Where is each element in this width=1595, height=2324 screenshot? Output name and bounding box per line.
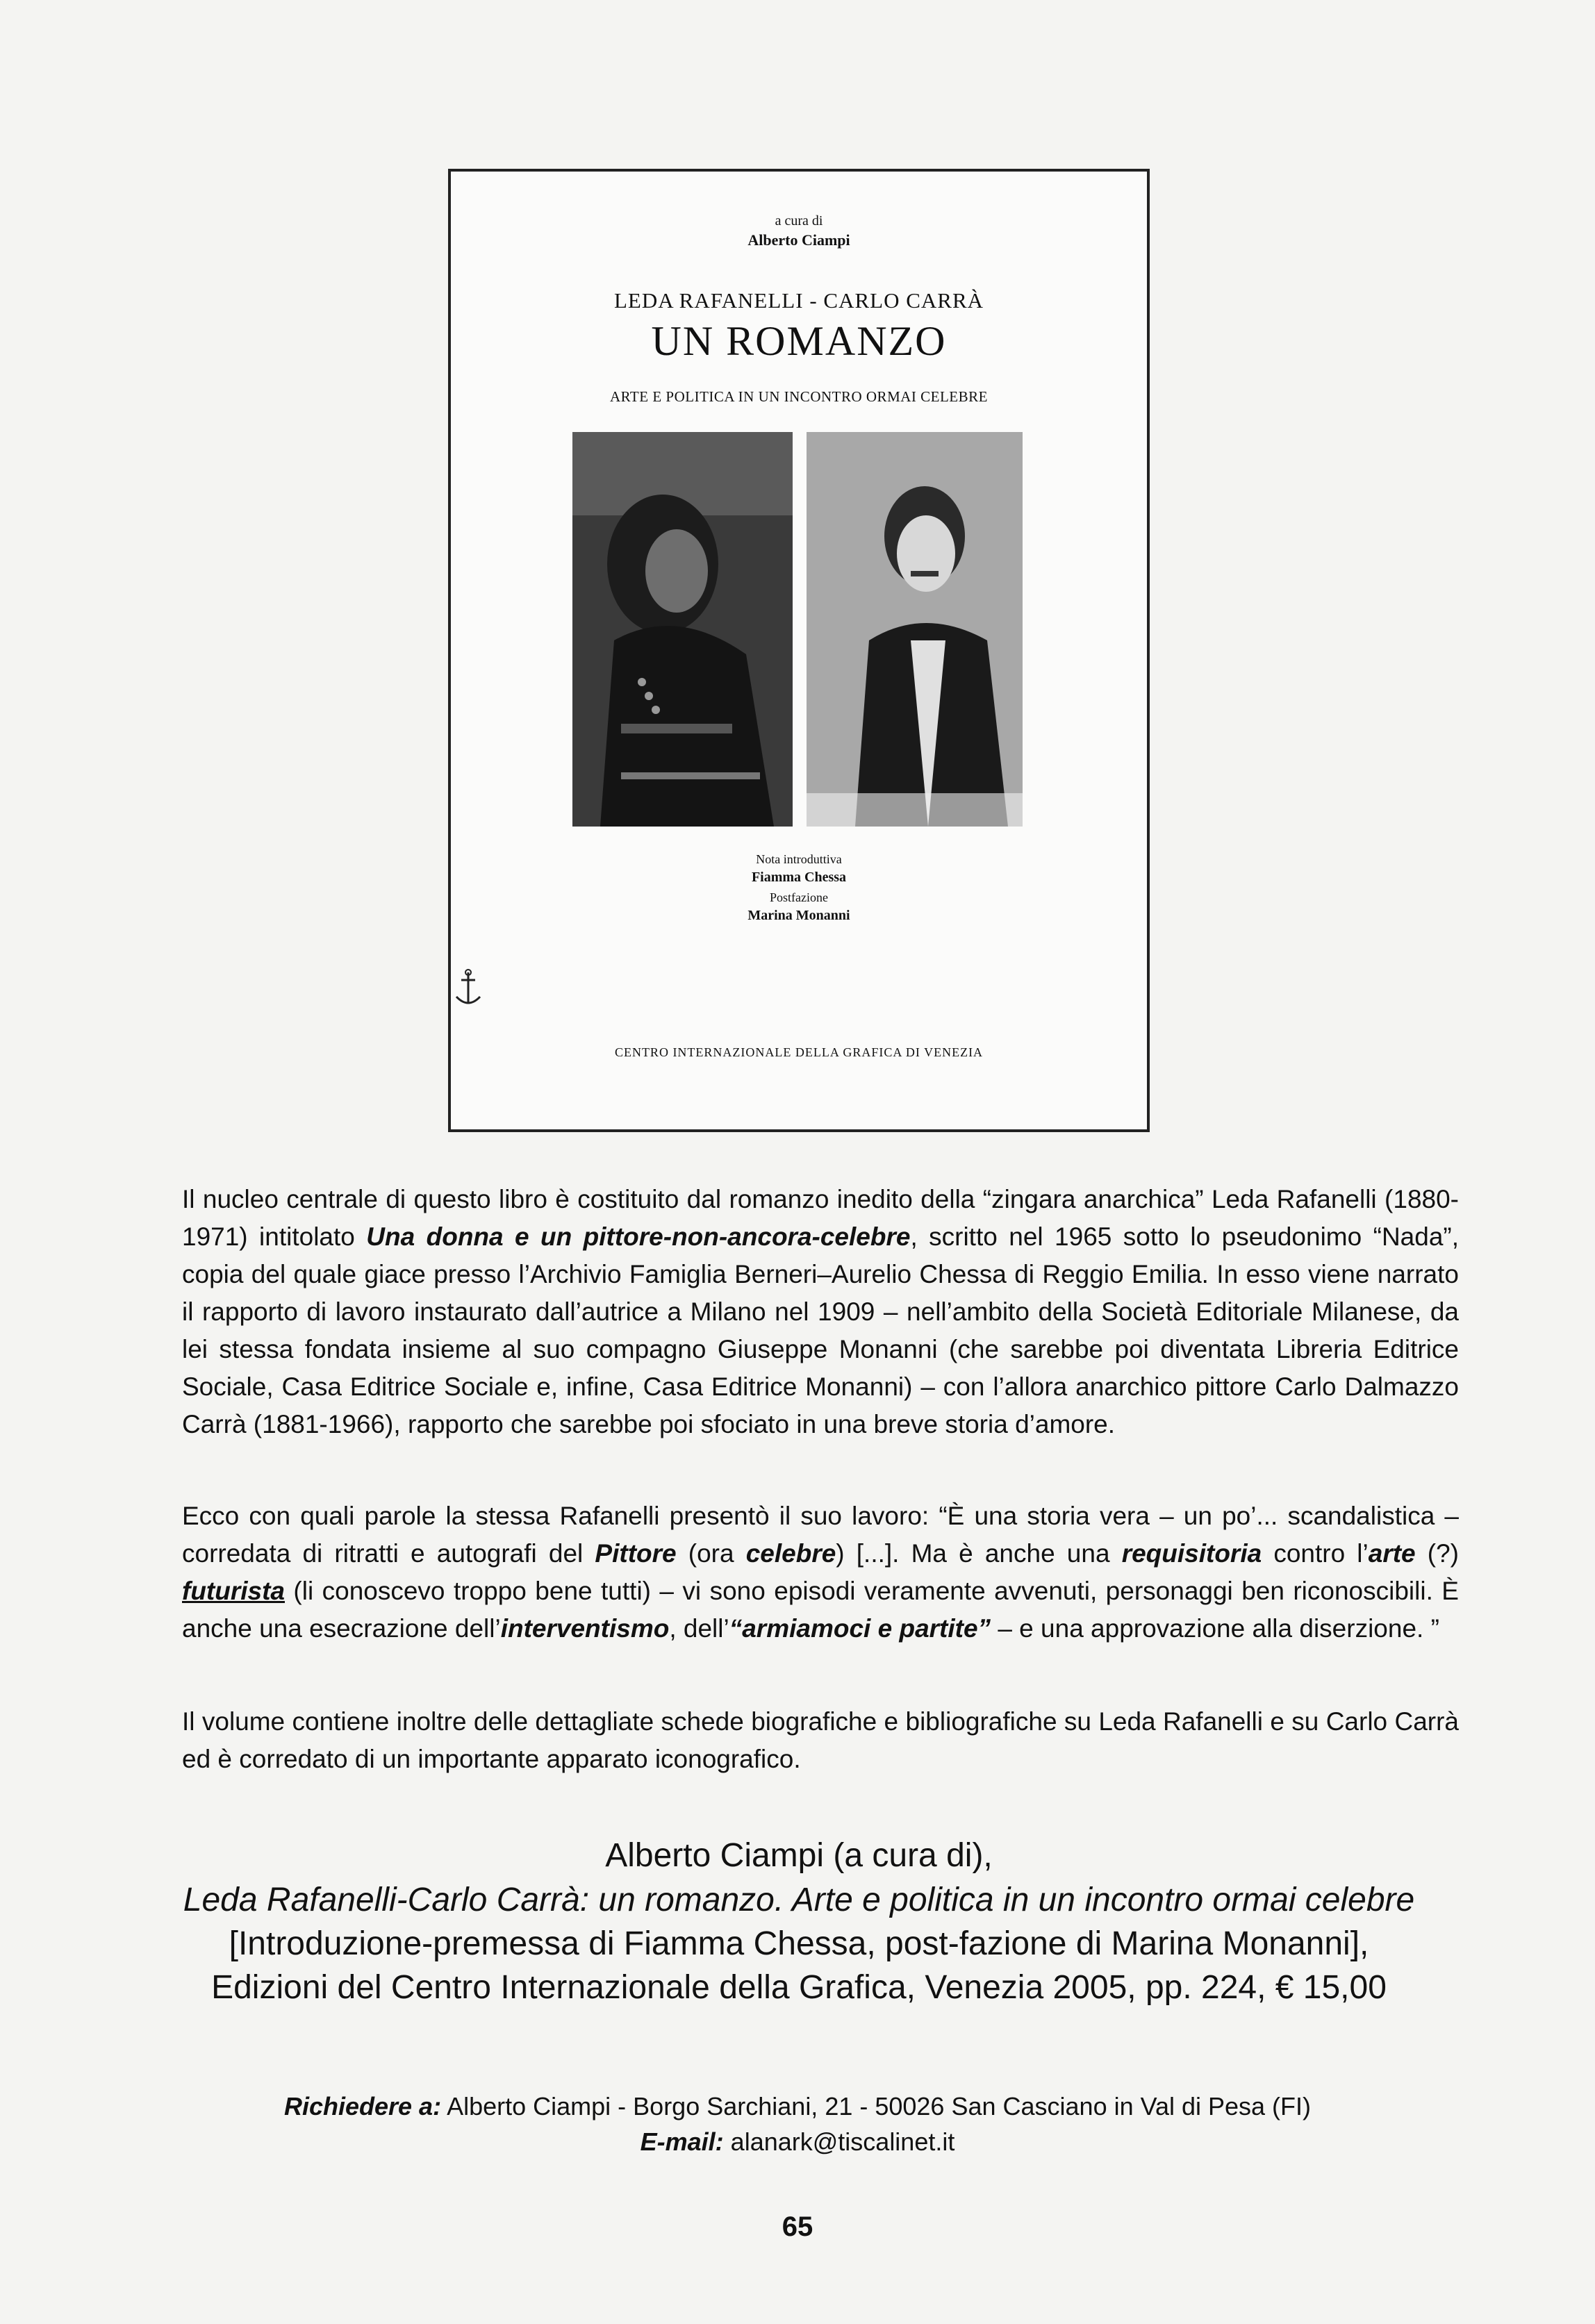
email-link[interactable]: alanark@tiscalinet.it [723, 2127, 955, 2156]
cover-postfazione-label: Postfazione [770, 890, 828, 904]
page-number: 65 [782, 2211, 813, 2242]
paragraph-2: Ecco con quali parole la stessa Rafanelli presentò il suo lavoro: “È una storia vera – un po’... scandalistica – corredata di ritratti e autografi del Pittore (ora celebre) [...]. Ma è anche una requisitoria contro l’arte (?) futurista (li conoscevo troppo bene tutti) – vi sono episodi veramente avvenuti, personaggi ben riconoscibili. È anche una esecrazione dell’interventismo, dell’“armiamoci e partite” – e una approvazione alla diserzione. ” [182, 1502, 1460, 1643]
request-address: Richiedere a: Alberto Ciampi - Borgo Sarchiani, 21 - 50026 San Casciano in Val di Pesa (FI) [283, 2092, 1312, 2120]
book-cover [448, 169, 1150, 1132]
cover-subtitle: ARTE E POLITICA IN UN INCONTRO ORMAI CELEBRE [610, 388, 988, 405]
cover-a-cura-di: a cura di [775, 213, 823, 229]
request-email: E-mail: alanark@tiscalinet.it [640, 2127, 955, 2156]
cover-authors: LEDA RAFANELLI - CARLO CARRÀ [613, 288, 984, 313]
paragraph-3: Il volume contiene inoltre delle dettagliate schede biografiche e bibliografiche su Leda Rafanelli e su Carlo Carrà ed è corredato di un importante apparato iconografico. [182, 1707, 1459, 1773]
reference-credits: [Introduzione-premessa di Fiamma Chessa, post-fazione di Marina Monanni], [229, 1925, 1369, 1962]
portrait-photo-carra [807, 432, 1023, 827]
paragraph-1: Il nucleo centrale di questo libro è costituito dal romanzo inedito della “zingara anarchica” Leda Rafanelli (1880-1971) intitolato Una donna e un pittore-non-ancora-celebre, scritto nel 1965 sotto lo pseudonimo “Nada”, copia del quale giace presso l’Archivio Famiglia Berneri–Aurelio Chessa di Reggio Emilia. In esso viene narrato il rapporto di lavoro instaurato dall’autrice a Milano nel 1909 – nell’ambito della Società Editoriale Milanese, da lei stessa fondata insieme al suo compagno Giuseppe Monanni (che sarebbe poi diventata Libreria Editrice Sociale, Casa Editrice Sociale e, infine, Casa Editrice Monanni) – con l’allora anarchico pittore Carlo Dalmazzo Carrà (1881-1966), rapporto che sarebbe poi sfociato in una breve storia d’amore. [182, 1185, 1459, 1438]
reference-title: Leda Rafanelli-Carlo Carrà: un romanzo. Arte e politica in un incontro ormai celebre [183, 1882, 1415, 1918]
cover-nota-author: Fiamma Chessa [751, 870, 847, 885]
cover-postfazione-author: Marina Monanni [747, 908, 850, 923]
cover-publisher: CENTRO INTERNAZIONALE DELLA GRAFICA DI VENEZIA [614, 1045, 984, 1059]
reference-editor: Alberto Ciampi (a cura di), [605, 1837, 993, 1874]
anchor-logo-icon [451, 969, 486, 1011]
cover-photos [572, 432, 1023, 827]
cover-title: UN ROMANZO [651, 318, 947, 364]
cover-editor: Alberto Ciampi [747, 231, 850, 249]
cover-nota-label: Nota introduttiva [756, 852, 842, 866]
portrait-photo-rafanelli [572, 432, 793, 827]
reference-publisher: Edizioni del Centro Internazionale della Grafica, Venezia 2005, pp. 224, € 15,00 [211, 1969, 1387, 2006]
